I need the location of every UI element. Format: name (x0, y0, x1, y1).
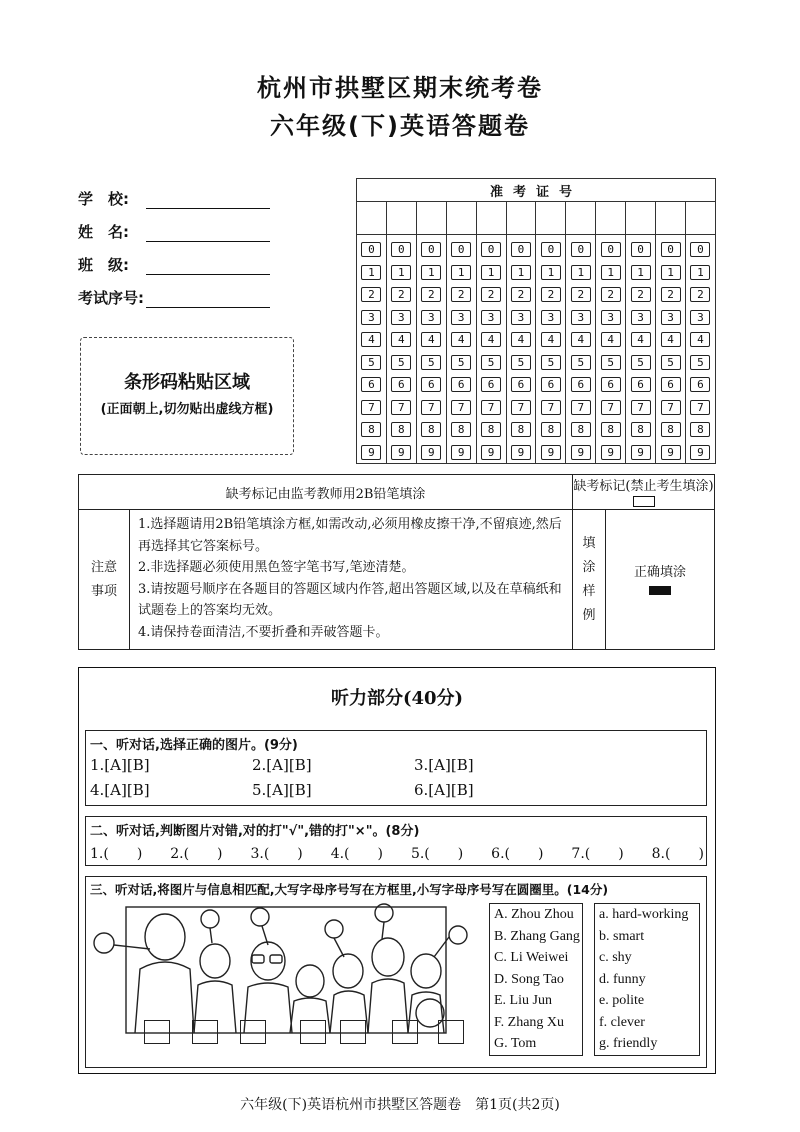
admission-digit-column (566, 235, 596, 464)
digit-bubble[interactable]: 2 (601, 287, 621, 302)
admission-digit-column (357, 235, 387, 464)
admission-digit-column (656, 235, 686, 464)
digit-bubble[interactable]: 4 (571, 332, 591, 347)
digit-bubble[interactable]: 9 (541, 445, 561, 460)
digit-bubble[interactable]: 0 (361, 242, 381, 257)
admission-digit-write-cell[interactable] (416, 202, 446, 235)
digit-bubble[interactable]: 6 (661, 377, 681, 392)
digit-bubble[interactable]: 4 (690, 332, 710, 347)
digit-bubble[interactable]: 5 (690, 355, 710, 370)
digit-bubble[interactable]: 0 (601, 242, 621, 257)
digit-bubble[interactable]: 5 (451, 355, 471, 370)
digit-bubble[interactable]: 2 (690, 287, 710, 302)
fill-sample-label: 填 涂 样 例 (573, 510, 606, 650)
digit-bubble[interactable]: 0 (391, 242, 411, 257)
digit-bubble[interactable]: 2 (391, 287, 411, 302)
digit-bubble[interactable]: 0 (571, 242, 591, 257)
digit-bubble[interactable]: 1 (451, 265, 471, 280)
digit-bubble[interactable]: 4 (601, 332, 621, 347)
digit-bubble[interactable]: 6 (481, 377, 501, 392)
digit-bubble[interactable]: 6 (391, 377, 411, 392)
digit-bubble[interactable]: 0 (481, 242, 501, 257)
digit-bubble[interactable]: 5 (511, 355, 531, 370)
answer-square[interactable] (392, 1020, 418, 1044)
digit-bubble[interactable]: 6 (511, 377, 531, 392)
digit-bubble[interactable]: 9 (571, 445, 591, 460)
digit-bubble[interactable]: 7 (361, 400, 381, 415)
name-item: G. Tom (494, 1036, 537, 1051)
admission-number-grid (356, 178, 716, 464)
name-item: F. Zhang Xu (494, 1014, 565, 1030)
digit-bubble[interactable]: 2 (451, 287, 471, 302)
answer-square[interactable] (340, 1020, 366, 1044)
digit-bubble[interactable]: 8 (690, 422, 710, 437)
digit-bubble[interactable]: 8 (601, 422, 621, 437)
admission-digit-column (446, 235, 476, 464)
trait-item: a. hard-working (599, 907, 689, 922)
name-field (78, 221, 270, 242)
absent-mark-label: 缺考标记(禁止考生填涂) (573, 479, 714, 494)
trait-item: g. friendly (599, 1036, 658, 1051)
digit-bubble[interactable]: 9 (481, 445, 501, 460)
admission-digit-write-cell[interactable] (656, 202, 686, 235)
listening-section (78, 667, 716, 1074)
children-illustration (90, 899, 482, 1039)
digit-bubble[interactable]: 7 (511, 400, 531, 415)
digit-bubble[interactable]: 6 (421, 377, 441, 392)
digit-bubble[interactable]: 3 (361, 310, 381, 325)
note-item: 1.选择题请用2B铅笔填涂方框,如需改动,必须用橡皮擦干净,不留痕迹,然后再选择其它答案标号。 (138, 517, 562, 554)
digit-bubble[interactable]: 4 (361, 332, 381, 347)
true-false-blank[interactable]: 6.( ) (491, 846, 544, 862)
digit-bubble[interactable]: 5 (481, 355, 501, 370)
admission-digit-column (416, 235, 446, 464)
digit-bubble[interactable]: 4 (631, 332, 651, 347)
true-false-blank[interactable]: 4.( ) (330, 846, 383, 862)
seat-number-input-line[interactable] (146, 291, 270, 308)
digit-bubble[interactable]: 2 (511, 287, 531, 302)
digit-bubble[interactable]: 4 (421, 332, 441, 347)
digit-bubble[interactable]: 3 (511, 310, 531, 325)
digit-bubble[interactable]: 5 (391, 355, 411, 370)
digit-bubble[interactable]: 1 (511, 265, 531, 280)
exam-title: 杭州市拱墅区期末统考卷 (257, 74, 543, 102)
section-three (85, 876, 707, 1068)
digit-bubble[interactable]: 7 (601, 400, 621, 415)
admission-digit-write-cell[interactable] (357, 202, 387, 235)
true-false-row (90, 843, 704, 863)
answer-square[interactable] (438, 1020, 464, 1044)
correct-fill-sample (649, 586, 671, 595)
true-false-blank[interactable]: 3.( ) (250, 846, 303, 862)
digit-bubble[interactable]: 7 (690, 400, 710, 415)
note-item: 3.请按题号顺序在各题目的答题区域内作答,超出答题区域,以及在草稿纸和试题卷上的答案均无效。 (138, 581, 562, 618)
admission-digit-write-cell[interactable] (626, 202, 656, 235)
digit-bubble[interactable]: 8 (541, 422, 561, 437)
digit-bubble[interactable]: 6 (541, 377, 561, 392)
digit-bubble[interactable]: 8 (481, 422, 501, 437)
digit-bubble[interactable]: 3 (631, 310, 651, 325)
answer-option[interactable]: 6.[A][B] (414, 781, 474, 799)
digit-bubble[interactable]: 2 (541, 287, 561, 302)
admission-digit-write-cell[interactable] (685, 202, 715, 235)
note-item: 4.请保持卷面清洁,不要折叠和弄破答题卡。 (138, 624, 389, 640)
digit-bubble[interactable]: 1 (361, 265, 381, 280)
digit-bubble[interactable]: 0 (661, 242, 681, 257)
seat-number-field (78, 287, 270, 308)
answer-option[interactable]: 2.[A][B] (252, 756, 312, 774)
name-item: B. Zhang Gang (494, 928, 580, 944)
digit-bubble[interactable]: 4 (661, 332, 681, 347)
true-false-blank[interactable]: 5.( ) (410, 846, 464, 862)
barcode-title: 条形码粘贴区域 (124, 372, 250, 393)
digit-bubble[interactable]: 9 (690, 445, 710, 460)
digit-bubble[interactable]: 3 (541, 310, 561, 325)
answer-square[interactable] (300, 1020, 326, 1044)
digit-bubble[interactable]: 6 (451, 377, 471, 392)
digit-bubble[interactable]: 1 (661, 265, 681, 280)
digit-bubble[interactable]: 7 (571, 400, 591, 415)
answer-option[interactable]: 5.[A][B] (252, 781, 312, 799)
admission-digit-column (386, 235, 416, 464)
digit-bubble[interactable]: 2 (661, 287, 681, 302)
trait-item: c. shy (599, 950, 632, 965)
digit-bubble[interactable]: 0 (541, 242, 561, 257)
section-two (85, 816, 707, 866)
digit-bubble[interactable]: 4 (511, 332, 531, 347)
digit-bubble[interactable]: 3 (661, 310, 681, 325)
school-input-line[interactable] (146, 192, 270, 209)
digit-bubble[interactable]: 5 (571, 355, 591, 370)
digit-bubble[interactable]: 9 (421, 445, 441, 460)
notes-label: 注意 事项 (79, 510, 130, 650)
section-two-title: 二、听对话,判断图片对错,对的打"√",错的打"×"。(8分) (90, 824, 420, 839)
digit-bubble[interactable]: 7 (661, 400, 681, 415)
trait-item: b. smart (599, 928, 645, 944)
digit-bubble[interactable]: 2 (481, 287, 501, 302)
trait-item: f. clever (599, 1014, 645, 1030)
digit-bubble[interactable]: 8 (661, 422, 681, 437)
digit-bubble[interactable]: 8 (571, 422, 591, 437)
digit-bubble[interactable]: 3 (690, 310, 710, 325)
digit-bubble[interactable]: 7 (451, 400, 471, 415)
digit-bubble[interactable]: 1 (601, 265, 621, 280)
digit-bubble[interactable]: 6 (690, 377, 710, 392)
digit-bubble[interactable]: 5 (631, 355, 651, 370)
digit-bubble[interactable]: 6 (571, 377, 591, 392)
digit-bubble[interactable]: 2 (421, 287, 441, 302)
absent-mark-note: 缺考标记由监考教师用2B铅笔填涂 (79, 475, 573, 510)
admission-digit-column (596, 235, 626, 464)
admission-digit-column (506, 235, 536, 464)
digit-bubble[interactable]: 2 (571, 287, 591, 302)
digit-bubble[interactable]: 7 (541, 400, 561, 415)
digit-bubble[interactable]: 6 (361, 377, 381, 392)
digit-bubble[interactable]: 0 (631, 242, 651, 257)
admission-digit-write-cell[interactable] (536, 202, 566, 235)
listening-title: 听力部分(40分) (330, 688, 464, 709)
correct-fill-label: 正确填涂 (633, 564, 686, 580)
section-three-title: 三、听对话,将图片与信息相匹配,大写字母序号写在方框里,小写字母序号写在圆圈里。(14分) (90, 882, 609, 897)
digit-bubble[interactable]: 9 (601, 445, 621, 460)
digit-bubble[interactable]: 9 (361, 445, 381, 460)
digit-bubble[interactable]: 7 (391, 400, 411, 415)
seat-number-label: 考试序号: (78, 289, 144, 307)
digit-bubble[interactable]: 6 (601, 377, 621, 392)
digit-bubble[interactable]: 5 (361, 355, 381, 370)
admission-number-title: 准考证号 (357, 179, 716, 202)
answer-square[interactable] (144, 1020, 170, 1044)
digit-bubble[interactable]: 9 (661, 445, 681, 460)
answer-option[interactable]: 1.[A][B] (90, 756, 150, 774)
digit-bubble[interactable]: 1 (690, 265, 710, 280)
digit-bubble[interactable]: 1 (571, 265, 591, 280)
admission-digit-write-cell[interactable] (596, 202, 626, 235)
digit-bubble[interactable]: 3 (571, 310, 591, 325)
digit-bubble[interactable]: 8 (391, 422, 411, 437)
names-list (489, 903, 583, 1056)
admission-digit-write-cell[interactable] (446, 202, 476, 235)
digit-bubble[interactable]: 0 (451, 242, 471, 257)
digit-bubble[interactable]: 1 (631, 265, 651, 280)
digit-bubble[interactable]: 6 (631, 377, 651, 392)
true-false-blank[interactable]: 7.( ) (571, 846, 624, 862)
digit-bubble[interactable]: 7 (421, 400, 441, 415)
answer-option[interactable]: 3.[A][B] (414, 756, 474, 774)
admission-digit-write-cell[interactable] (386, 202, 416, 235)
name-item: E. Liu Jun (494, 993, 552, 1008)
true-false-blank[interactable]: 8.( ) (651, 846, 704, 862)
digit-bubble[interactable]: 5 (661, 355, 681, 370)
digit-bubble[interactable]: 8 (631, 422, 651, 437)
true-false-blank[interactable]: 2.( ) (170, 846, 223, 862)
name-item: A. Zhou Zhou (494, 907, 574, 922)
digit-bubble[interactable]: 4 (391, 332, 411, 347)
school-field (78, 188, 270, 209)
digit-bubble[interactable]: 3 (421, 310, 441, 325)
digit-bubble[interactable]: 8 (451, 422, 471, 437)
barcode-area (80, 337, 294, 455)
digit-bubble[interactable]: 5 (601, 355, 621, 370)
school-label: 学 校: (78, 190, 129, 208)
class-label: 班 级: (78, 256, 129, 274)
admission-digit-write-cell[interactable] (476, 202, 506, 235)
digit-bubble[interactable]: 1 (391, 265, 411, 280)
digit-bubble[interactable]: 8 (361, 422, 381, 437)
barcode-note: (正面朝上,切勿贴出虚线方框) (100, 402, 274, 417)
instructions-table (78, 474, 715, 650)
name-item: D. Song Tao (494, 971, 564, 987)
digit-bubble[interactable]: 3 (391, 310, 411, 325)
page-footer: 六年级(下)英语杭州市拱墅区答题卷 第1页(共2页) (240, 1097, 560, 1113)
digit-bubble[interactable]: 7 (481, 400, 501, 415)
answer-square[interactable] (240, 1020, 266, 1044)
answer-square[interactable] (192, 1020, 218, 1044)
digit-bubble[interactable]: 5 (541, 355, 561, 370)
digit-bubble[interactable]: 5 (421, 355, 441, 370)
note-item: 2.非选择题必须使用黑色签字笔书写,笔迹清楚。 (138, 560, 415, 575)
name-item: C. Li Weiwei (494, 950, 569, 965)
digit-bubble[interactable]: 0 (511, 242, 531, 257)
digit-bubble[interactable]: 4 (541, 332, 561, 347)
digit-bubble[interactable]: 8 (511, 422, 531, 437)
exam-subtitle: 六年级(下)英语答题卷 (270, 112, 530, 140)
digit-bubble[interactable]: 8 (421, 422, 441, 437)
digit-bubble[interactable]: 4 (451, 332, 471, 347)
digit-bubble[interactable]: 7 (631, 400, 651, 415)
digit-bubble[interactable]: 1 (541, 265, 561, 280)
digit-bubble[interactable]: 1 (421, 265, 441, 280)
digit-bubble[interactable]: 2 (361, 287, 381, 302)
admission-digit-write-cell[interactable] (506, 202, 536, 235)
digit-bubble[interactable]: 3 (481, 310, 501, 325)
digit-bubble[interactable]: 3 (451, 310, 471, 325)
digit-bubble[interactable]: 3 (601, 310, 621, 325)
digit-bubble[interactable]: 0 (690, 242, 710, 257)
name-input-line[interactable] (146, 225, 270, 242)
digit-bubble[interactable]: 9 (391, 445, 411, 460)
absent-mark-box (633, 496, 655, 507)
admission-digit-column (626, 235, 656, 464)
notes-list (130, 510, 573, 650)
admission-digit-write-cell[interactable] (566, 202, 596, 235)
trait-item: d. funny (599, 971, 646, 987)
digit-bubble[interactable]: 9 (511, 445, 531, 460)
trait-item: e. polite (599, 993, 645, 1008)
admission-digit-column (685, 235, 715, 464)
class-input-line[interactable] (146, 258, 270, 275)
digit-bubble[interactable]: 1 (481, 265, 501, 280)
digit-bubble[interactable]: 0 (421, 242, 441, 257)
name-label: 姓 名: (78, 223, 129, 241)
section-one-title: 一、听对话,选择正确的图片。(9分) (90, 738, 298, 753)
traits-list (594, 903, 700, 1056)
digit-bubble[interactable]: 4 (481, 332, 501, 347)
answer-option[interactable]: 4.[A][B] (90, 781, 150, 799)
digit-bubble[interactable]: 9 (451, 445, 471, 460)
section-one (85, 730, 707, 806)
admission-digit-column (536, 235, 566, 464)
digit-bubble[interactable]: 2 (631, 287, 651, 302)
digit-bubble[interactable]: 9 (631, 445, 651, 460)
true-false-blank[interactable]: 1.( ) (90, 846, 143, 862)
class-field (78, 254, 270, 275)
admission-digit-column (476, 235, 506, 464)
